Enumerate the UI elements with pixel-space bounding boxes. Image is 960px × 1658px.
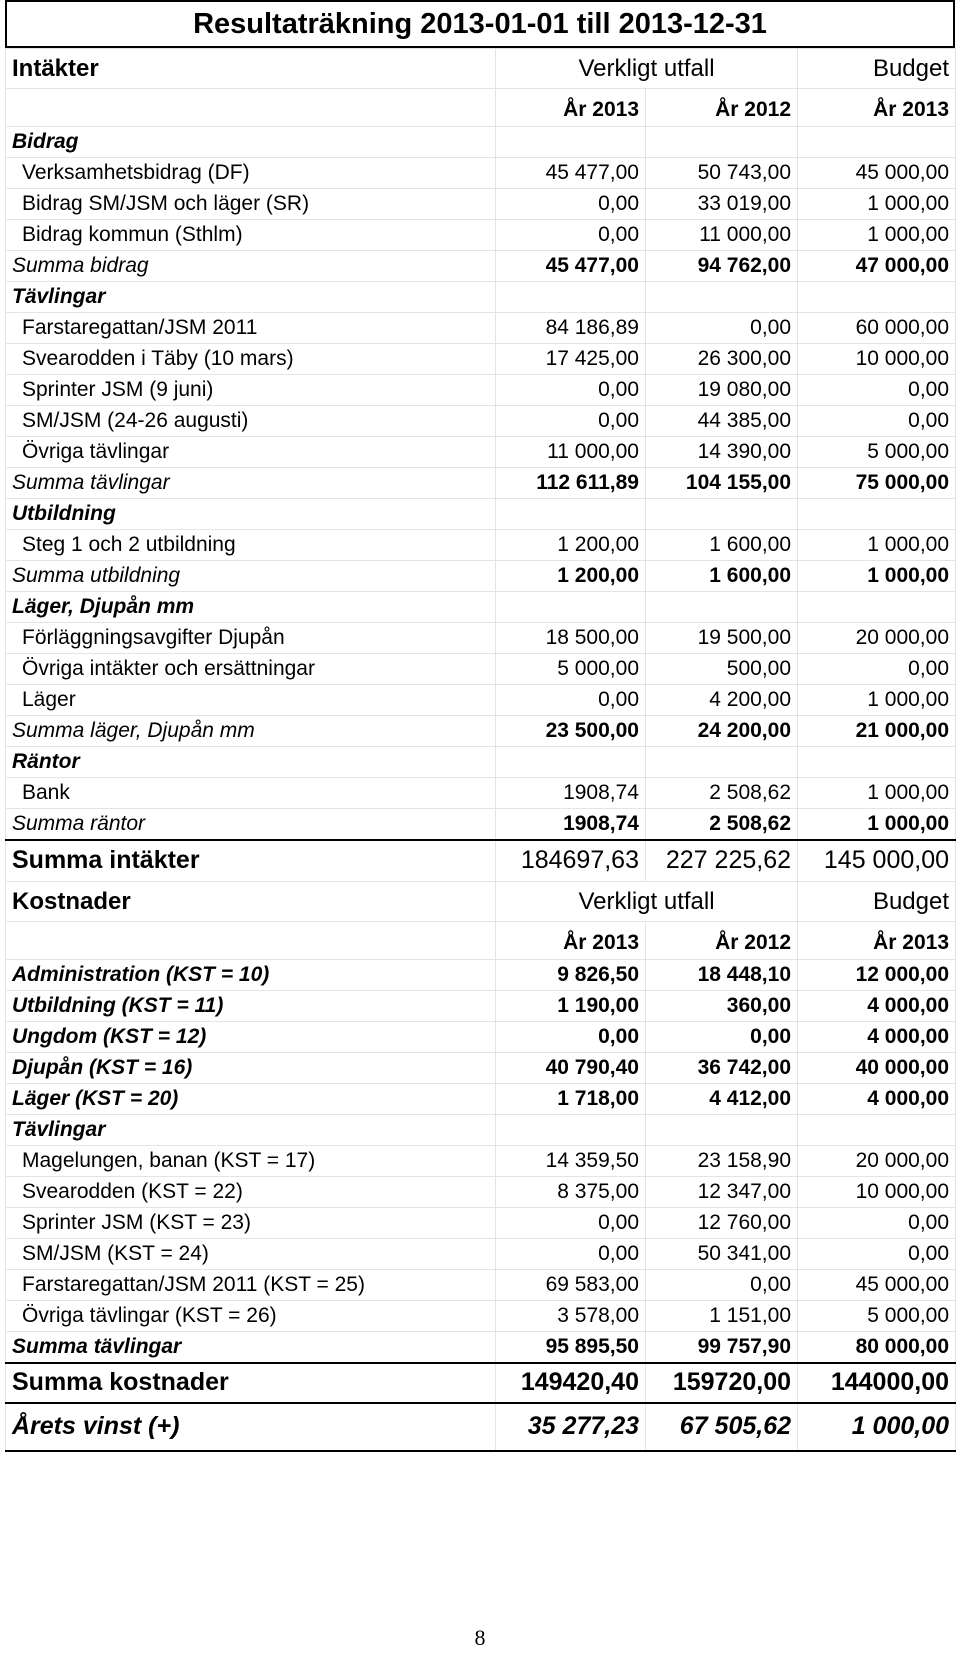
actual-2012-value: 94 762,00 (646, 251, 798, 282)
budget-2013-value: 5 000,00 (798, 1301, 956, 1332)
actual-2013-value: 0,00 (496, 1208, 646, 1239)
table-row (6, 1270, 956, 1301)
budget-group-header: Budget (798, 882, 956, 922)
table-row (6, 220, 956, 251)
row-label: Summa bidrag (6, 251, 496, 282)
actual-2012-value: 26 300,00 (646, 344, 798, 375)
actual-2013-value: 0,00 (496, 406, 646, 437)
year-header: År 2013 (496, 922, 646, 960)
budget-2013-value: 45 000,00 (798, 158, 956, 189)
actual-2012-value: 0,00 (646, 313, 798, 344)
budget-2013-value: 10 000,00 (798, 344, 956, 375)
actual-2012-value: 23 158,90 (646, 1146, 798, 1177)
budget-2013-value: 0,00 (798, 1239, 956, 1270)
row-label: Summa tävlingar (6, 1332, 496, 1363)
actual-2013-value: 0,00 (496, 375, 646, 406)
budget-group-header: Budget (798, 49, 956, 89)
row-label: Årets vinst (+) (6, 1403, 496, 1451)
row-label: Svearodden (KST = 22) (6, 1177, 496, 1208)
section-heading-row (6, 127, 956, 158)
table-row (6, 406, 956, 437)
cost-row (6, 1053, 956, 1084)
section-heading: Tävlingar (6, 1115, 496, 1146)
budget-2013-value: 80 000,00 (798, 1332, 956, 1363)
section-heading-row (6, 282, 956, 313)
row-label: SM/JSM (24-26 augusti) (6, 406, 496, 437)
report-sheet (5, 0, 955, 1452)
actual-2012-value: 1 600,00 (646, 530, 798, 561)
table-row (6, 344, 956, 375)
actual-2013-value: 40 790,40 (496, 1053, 646, 1084)
actual-2013-value: 1908,74 (496, 809, 646, 840)
budget-2013-value: 1 000,00 (798, 530, 956, 561)
costs-header-row (6, 882, 956, 922)
budget-2013-value: 45 000,00 (798, 1270, 956, 1301)
actual-2013-value: 5 000,00 (496, 654, 646, 685)
actual-2012-value: 44 385,00 (646, 406, 798, 437)
actual-2013-value: 1908,74 (496, 778, 646, 809)
actual-2012-value: 0,00 (646, 1270, 798, 1301)
row-label: Läger (6, 685, 496, 716)
actual-2013-value: 112 611,89 (496, 468, 646, 499)
actual-2013-value: 0,00 (496, 1022, 646, 1053)
table-row (6, 158, 956, 189)
budget-2013-value: 1 000,00 (798, 220, 956, 251)
actual-2013-value: 0,00 (496, 189, 646, 220)
table-row (6, 1146, 956, 1177)
actual-2012-value: 50 341,00 (646, 1239, 798, 1270)
budget-2013-value: 1 000,00 (798, 189, 956, 220)
table-row (6, 685, 956, 716)
actual-2012-value: 500,00 (646, 654, 798, 685)
budget-2013-value: 4 000,00 (798, 1022, 956, 1053)
row-label: Sprinter JSM (KST = 23) (6, 1208, 496, 1239)
actual-2013-value: 3 578,00 (496, 1301, 646, 1332)
row-label: Steg 1 och 2 utbildning (6, 530, 496, 561)
budget-2013-value: 20 000,00 (798, 1146, 956, 1177)
actual-2013-value: 11 000,00 (496, 437, 646, 468)
row-label: Utbildning (KST = 11) (6, 991, 496, 1022)
actual-2013-value: 0,00 (496, 220, 646, 251)
actual-2012-value: 33 019,00 (646, 189, 798, 220)
actual-2012-value: 4 200,00 (646, 685, 798, 716)
subtotal-row (6, 561, 956, 592)
actual-2013-value: 35 277,23 (496, 1403, 646, 1451)
budget-2013-value: 5 000,00 (798, 437, 956, 468)
subtotal-row (6, 468, 956, 499)
actual-2012-value: 360,00 (646, 991, 798, 1022)
budget-2013-value: 75 000,00 (798, 468, 956, 499)
actual-2013-value: 8 375,00 (496, 1177, 646, 1208)
section-heading: Bidrag (6, 127, 496, 158)
row-label: Djupån (KST = 16) (6, 1053, 496, 1084)
subtotal-row (6, 1332, 956, 1363)
actual-2012-value: 11 000,00 (646, 220, 798, 251)
row-label: SM/JSM (KST = 24) (6, 1239, 496, 1270)
table-row (6, 1239, 956, 1270)
cost-row (6, 1084, 956, 1115)
actual-2012-value: 159720,00 (646, 1363, 798, 1403)
row-label: Bank (6, 778, 496, 809)
actual-group-header: Verkligt utfall (496, 49, 798, 89)
budget-2013-value: 40 000,00 (798, 1053, 956, 1084)
actual-2013-value: 149420,40 (496, 1363, 646, 1403)
table-row (6, 375, 956, 406)
row-label: Läger (KST = 20) (6, 1084, 496, 1115)
section-heading-row (6, 1115, 956, 1146)
income-heading: Intäkter (6, 49, 496, 89)
budget-2013-value: 145 000,00 (798, 840, 956, 882)
row-label: Bidrag SM/JSM och läger (SR) (6, 189, 496, 220)
budget-2013-value: 144000,00 (798, 1363, 956, 1403)
actual-2013-value: 0,00 (496, 1239, 646, 1270)
subtotal-row (6, 251, 956, 282)
year-header: År 2013 (798, 922, 956, 960)
actual-2013-value: 184697,63 (496, 840, 646, 882)
row-label: Summa kostnader (6, 1363, 496, 1403)
actual-group-header: Verkligt utfall (496, 882, 798, 922)
budget-2013-value: 1 000,00 (798, 809, 956, 840)
budget-2013-value: 1 000,00 (798, 1403, 956, 1451)
table-row (6, 654, 956, 685)
table-row (6, 189, 956, 220)
row-label: Magelungen, banan (KST = 17) (6, 1146, 496, 1177)
actual-2012-value: 24 200,00 (646, 716, 798, 747)
year-header: År 2013 (496, 89, 646, 127)
year-header: År 2012 (646, 922, 798, 960)
row-label: Farstaregattan/JSM 2011 (6, 313, 496, 344)
empty-cell (6, 89, 496, 127)
income-header-row (6, 49, 956, 89)
actual-2013-value: 0,00 (496, 685, 646, 716)
section-heading: Räntor (6, 747, 496, 778)
table-row (6, 1301, 956, 1332)
empty-cell (6, 922, 496, 960)
cost-row (6, 1022, 956, 1053)
section-heading: Läger, Djupån mm (6, 592, 496, 623)
actual-2013-value: 17 425,00 (496, 344, 646, 375)
row-label: Svearodden i Täby (10 mars) (6, 344, 496, 375)
subtotal-row (6, 809, 956, 840)
costs-total-row (6, 1363, 956, 1403)
actual-2013-value: 45 477,00 (496, 251, 646, 282)
actual-2013-value: 1 190,00 (496, 991, 646, 1022)
actual-2012-value: 99 757,90 (646, 1332, 798, 1363)
actual-2012-value: 2 508,62 (646, 778, 798, 809)
table-row (6, 623, 956, 654)
income-statement-table (5, 48, 956, 1452)
actual-2013-value: 84 186,89 (496, 313, 646, 344)
actual-2012-value: 1 151,00 (646, 1301, 798, 1332)
actual-2012-value: 19 080,00 (646, 375, 798, 406)
budget-2013-value: 1 000,00 (798, 685, 956, 716)
actual-2013-value: 1 200,00 (496, 530, 646, 561)
budget-2013-value: 1 000,00 (798, 778, 956, 809)
cost-row (6, 960, 956, 991)
row-label: Ungdom (KST = 12) (6, 1022, 496, 1053)
row-label: Bidrag kommun (Sthlm) (6, 220, 496, 251)
row-label: Summa utbildning (6, 561, 496, 592)
budget-2013-value: 0,00 (798, 654, 956, 685)
table-row (6, 1177, 956, 1208)
actual-2012-value: 18 448,10 (646, 960, 798, 991)
budget-2013-value: 0,00 (798, 406, 956, 437)
actual-2012-value: 227 225,62 (646, 840, 798, 882)
net-result-row (6, 1403, 956, 1451)
section-heading: Tävlingar (6, 282, 496, 313)
row-label: Summa intäkter (6, 840, 496, 882)
budget-2013-value: 21 000,00 (798, 716, 956, 747)
actual-2012-value: 2 508,62 (646, 809, 798, 840)
actual-2012-value: 4 412,00 (646, 1084, 798, 1115)
actual-2013-value: 9 826,50 (496, 960, 646, 991)
budget-2013-value: 4 000,00 (798, 1084, 956, 1115)
row-label: Övriga tävlingar (KST = 26) (6, 1301, 496, 1332)
row-label: Summa läger, Djupån mm (6, 716, 496, 747)
budget-2013-value: 47 000,00 (798, 251, 956, 282)
actual-2012-value: 104 155,00 (646, 468, 798, 499)
subtotal-row (6, 716, 956, 747)
actual-2013-value: 23 500,00 (496, 716, 646, 747)
budget-2013-value: 10 000,00 (798, 1177, 956, 1208)
row-label: Förläggningsavgifter Djupån (6, 623, 496, 654)
actual-2012-value: 12 347,00 (646, 1177, 798, 1208)
section-heading-row (6, 592, 956, 623)
row-label: Farstaregattan/JSM 2011 (KST = 25) (6, 1270, 496, 1301)
budget-2013-value: 12 000,00 (798, 960, 956, 991)
actual-2013-value: 1 200,00 (496, 561, 646, 592)
actual-2013-value: 14 359,50 (496, 1146, 646, 1177)
row-label: Summa tävlingar (6, 468, 496, 499)
actual-2012-value: 36 742,00 (646, 1053, 798, 1084)
table-row (6, 530, 956, 561)
actual-2012-value: 50 743,00 (646, 158, 798, 189)
year-header: År 2013 (798, 89, 956, 127)
section-heading: Utbildning (6, 499, 496, 530)
row-label: Sprinter JSM (9 juni) (6, 375, 496, 406)
budget-2013-value: 0,00 (798, 1208, 956, 1239)
budget-2013-value: 60 000,00 (798, 313, 956, 344)
table-row (6, 1208, 956, 1239)
actual-2013-value: 95 895,50 (496, 1332, 646, 1363)
actual-2013-value: 45 477,00 (496, 158, 646, 189)
row-label: Administration (KST = 10) (6, 960, 496, 991)
actual-2012-value: 12 760,00 (646, 1208, 798, 1239)
costs-heading: Kostnader (6, 882, 496, 922)
year-header: År 2012 (646, 89, 798, 127)
table-row (6, 313, 956, 344)
income-years-row (6, 89, 956, 127)
budget-2013-value: 1 000,00 (798, 561, 956, 592)
table-row (6, 778, 956, 809)
row-label: Verksamhetsbidrag (DF) (6, 158, 496, 189)
actual-2013-value: 18 500,00 (496, 623, 646, 654)
section-heading-row (6, 499, 956, 530)
actual-2012-value: 0,00 (646, 1022, 798, 1053)
actual-2012-value: 14 390,00 (646, 437, 798, 468)
actual-2013-value: 1 718,00 (496, 1084, 646, 1115)
budget-2013-value: 0,00 (798, 375, 956, 406)
actual-2012-value: 67 505,62 (646, 1403, 798, 1451)
table-row (6, 437, 956, 468)
row-label: Övriga tävlingar (6, 437, 496, 468)
cost-row (6, 991, 956, 1022)
actual-2012-value: 19 500,00 (646, 623, 798, 654)
report-title: Resultaträkning 2013-01-01 till 2013-12-31 (5, 0, 955, 48)
actual-2012-value: 1 600,00 (646, 561, 798, 592)
costs-years-row (6, 922, 956, 960)
page-number: 8 (474, 1625, 486, 1650)
budget-2013-value: 20 000,00 (798, 623, 956, 654)
row-label: Summa räntor (6, 809, 496, 840)
section-heading-row (6, 747, 956, 778)
income-total-row (6, 840, 956, 882)
row-label: Övriga intäkter och ersättningar (6, 654, 496, 685)
actual-2013-value: 69 583,00 (496, 1270, 646, 1301)
budget-2013-value: 4 000,00 (798, 991, 956, 1022)
